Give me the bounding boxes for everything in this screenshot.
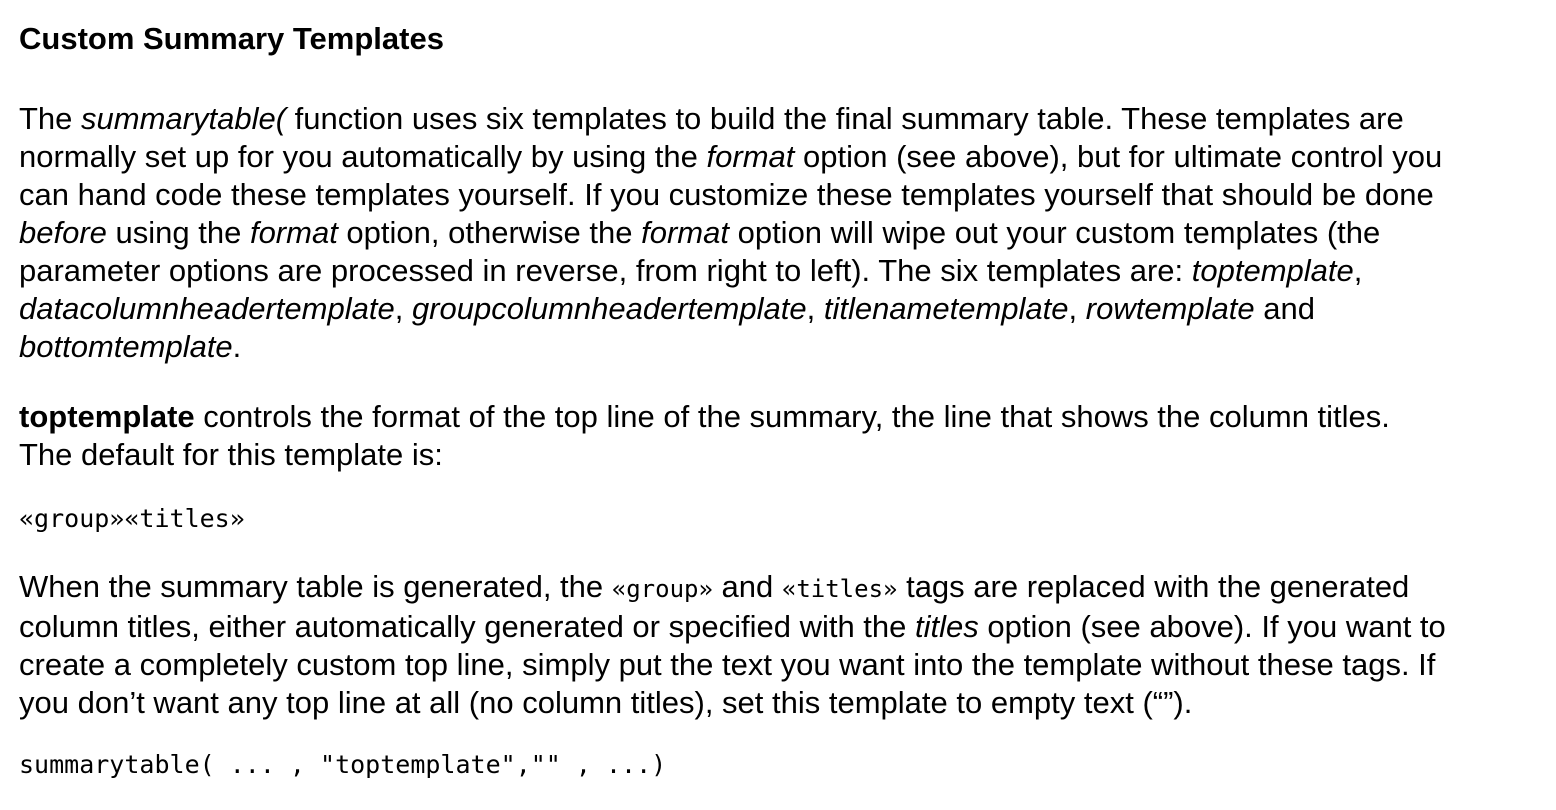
format-option-ref: format xyxy=(641,215,729,250)
titles-option-ref: titles xyxy=(915,609,979,644)
section-title: Custom Summary Templates xyxy=(19,21,444,56)
example-code: summarytable( ... , "toptemplate","" , ...) xyxy=(19,750,667,779)
explanation-paragraph: When the summary table is generated, the «group» and «titles» tags are replaced with the generated column titles, either automatically generated or specified with the titles option (see above). If you want to create a completely custom top line, simply put the text you want into the template without these tags. If you don’t want any top line at all (no column titles), set this template to empty text (“”). xyxy=(19,569,1446,720)
function-name: summarytable( xyxy=(81,101,287,136)
format-option-ref: format xyxy=(249,215,338,250)
template-name: datacolumnheadertemplate xyxy=(19,291,395,326)
template-name: rowtemplate xyxy=(1085,291,1255,326)
titles-tag: «titles» xyxy=(781,575,898,603)
format-option-ref: format xyxy=(706,139,795,174)
template-name: toptemplate xyxy=(1191,253,1354,288)
template-name: groupcolumnheadertemplate xyxy=(411,291,807,326)
template-name: bottomtemplate xyxy=(19,329,233,364)
toptemplate-paragraph: toptemplate controls the format of the top line of the summary, the line that shows the column titles. The default for this template is: xyxy=(19,399,1390,472)
intro-paragraph: The summarytable( function uses six templates to build the final summary table. These templates are normally set up for you automatically by using the format option (see above), but for ultimate control you can hand code these templates yourself. If you customize these templates yourself that should be done before using the format option, otherwise the format option will wipe out your custom templates (the parameter options are processed in reverse, from right to left). The six templates are: toptemplate, datacolumnheadertemplate, groupcolumnheadertemplate, titlenametemplate, rowtemplate and bottomtemplate. xyxy=(19,101,1443,364)
default-template-code: «group»«titles» xyxy=(19,504,245,533)
template-name: titlenametemplate xyxy=(823,291,1069,326)
toptemplate-term: toptemplate xyxy=(19,399,195,434)
group-tag: «group» xyxy=(611,575,713,603)
